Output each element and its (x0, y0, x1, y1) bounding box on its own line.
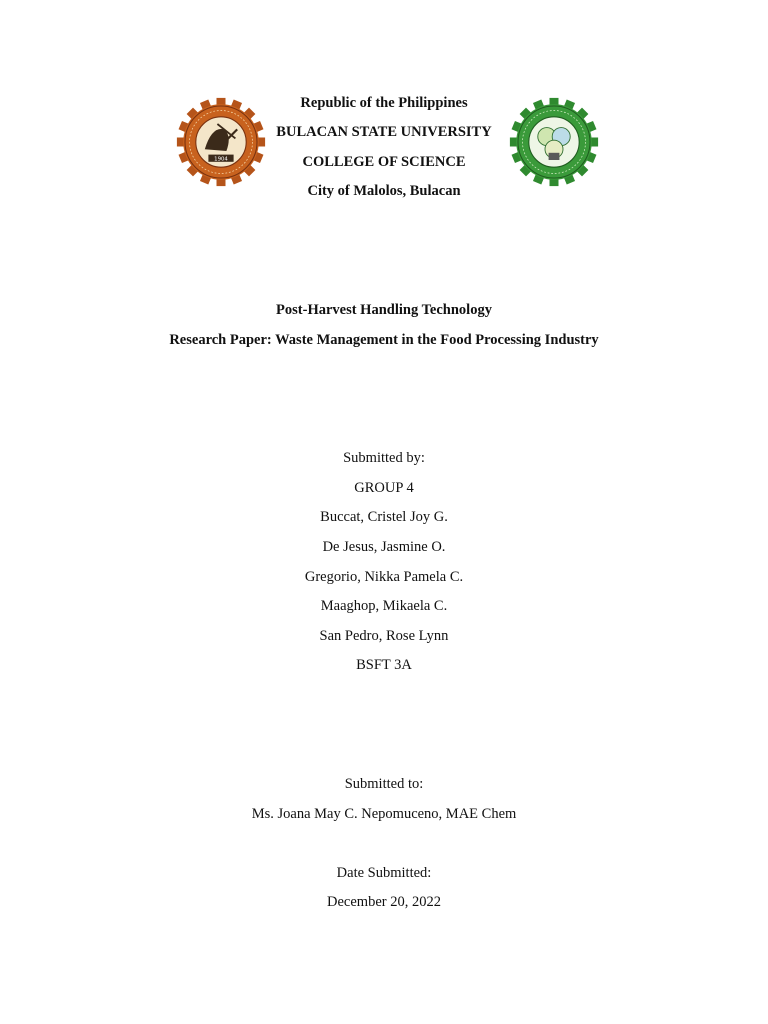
paper-title: Research Paper: Waste Management in the Food Processing Industry (169, 332, 599, 348)
member-name: Maaghop, Mikaela C. (320, 598, 448, 614)
member-name: Gregorio, Nikka Pamela C. (304, 569, 464, 585)
member-name: San Pedro, Rose Lynn (319, 628, 449, 644)
header-university: BULACAN STATE UNIVERSITY (276, 124, 492, 140)
instructor-name: Ms. Joana May C. Nepomuceno, MAE Chem (251, 806, 517, 822)
course-title: Post-Harvest Handling Technology (276, 302, 492, 318)
date-value: December 20, 2022 (327, 894, 441, 910)
group-name: GROUP 4 (354, 480, 414, 496)
header-city: City of Malolos, Bulacan (307, 183, 461, 199)
section-name: BSFT 3A (356, 657, 412, 673)
date-label: Date Submitted: (336, 865, 432, 881)
header-republic: Republic of the Philippines (300, 95, 468, 111)
member-name: Buccat, Cristel Joy G. (320, 509, 448, 525)
header-college: COLLEGE OF SCIENCE (302, 154, 466, 170)
submitted-to-label: Submitted to: (344, 776, 424, 792)
submitted-by-label: Submitted by: (343, 450, 425, 466)
svg-text:1904: 1904 (214, 156, 228, 163)
member-name: De Jesus, Jasmine O. (322, 539, 446, 555)
